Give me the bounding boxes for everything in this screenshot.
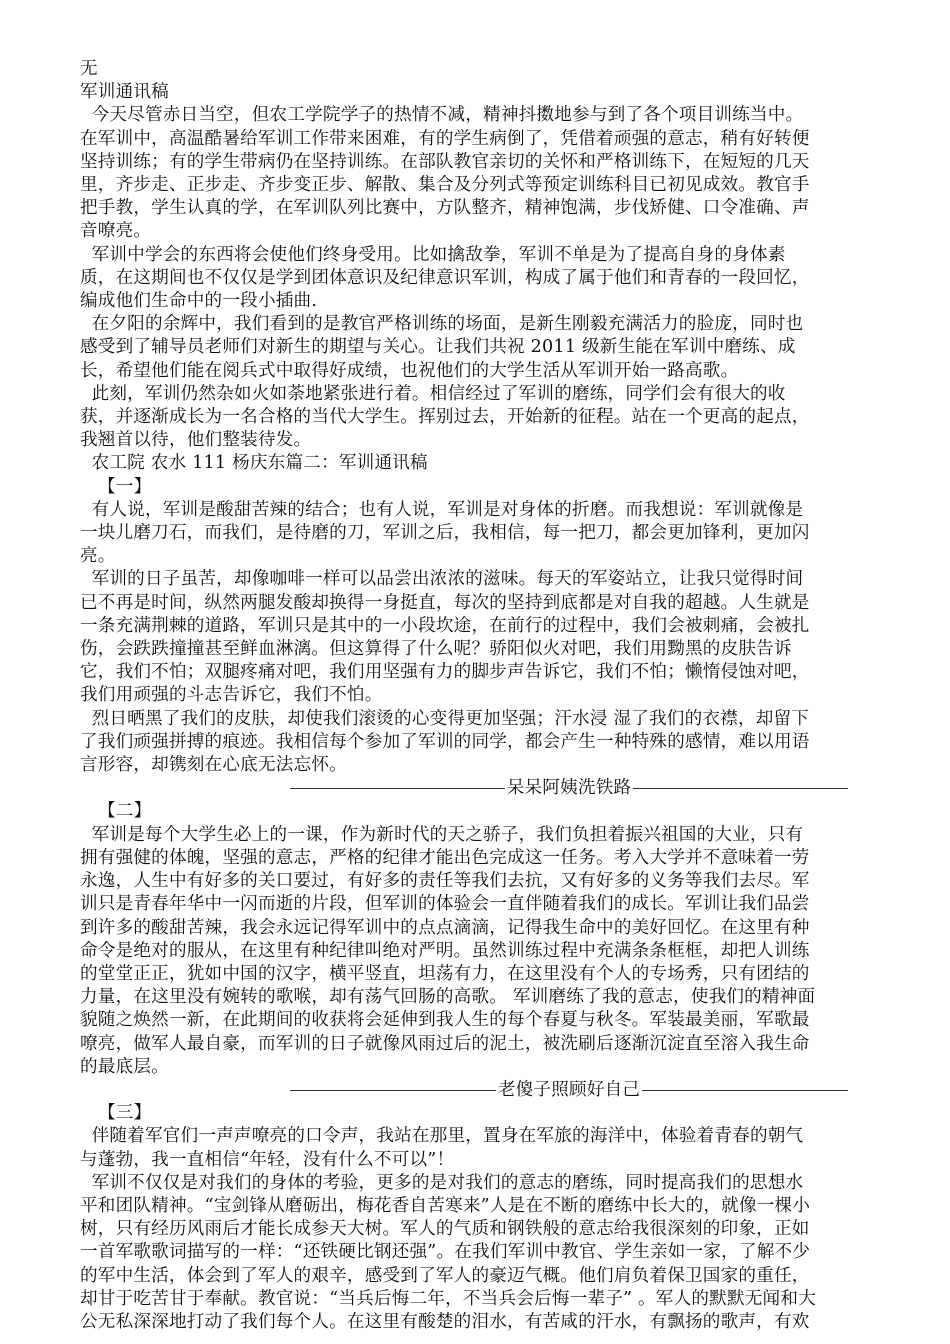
text-line: 把手教，学生认真的学，在军训队列比赛中，方队整齐，精神饱满，步伐矫健、口令准确、声 [80, 198, 810, 219]
text-line: 到许多的酸甜苦辣，我会永远记得军训中的点点滴滴，记得我生命中的美好回忆。在这里有种 [80, 917, 810, 938]
text-line: 在军训中，高温酷暑给军训工作带来困难，有的学生病倒了，凭借着顽强的意志，稍有好转便 [80, 128, 810, 149]
separator-two-text: 老傻子照顾好自己 [497, 1079, 641, 1100]
text-line: 农工院 农水 111 杨庆东篇二：军训通讯稿 [80, 453, 428, 474]
text-line: 伤，会跌跌撞撞甚至鲜血淋漓。但这算得了什么呢？骄阳似火对吧，我们用黝黑的皮肤告诉 [80, 639, 792, 660]
separator-rule-left [290, 788, 505, 789]
section-two-text [80, 824, 870, 1079]
document-title: 军训通讯稿 [80, 82, 169, 103]
text-line: 训只是青春年华中一闪而逝的片段，但军训的体验会一直伴随着我们的成长。军训让我们品尝 [80, 894, 810, 915]
text-line: 军训的日子虽苦，却像咖啡一样可以品尝出浓浓的滋味。每天的军姿站立，让我只觉得时间 [80, 569, 804, 590]
separator-two [80, 1079, 870, 1102]
text-line: 的堂堂正正，犹如中国的汉字，横平竖直，坦荡有力，在这里没有个人的专场秀，只有团结的 [80, 963, 810, 984]
text-line: 军训不仅仅是对我们的身体的考验，更多的是对我们的意志的磨练，同时提高我们的思想水 [80, 1172, 804, 1193]
text-line: 一块儿磨刀石，而我们，是待磨的刀，军训之后，我相信，每一把刀，都会更加锋利，更加闪 [80, 523, 810, 544]
text-line: 此刻，军训仍然杂如火如荼地紧张进行着。相信经过了军训的磨练，同学们会有很大的收 [80, 383, 786, 404]
separator-rule-left [290, 1090, 496, 1091]
text-line: 力量，在这里没有婉转的歌喉，却有荡气回肠的高歌。 军训磨练了我的意志，使我们的精神面 [80, 987, 816, 1008]
text-line: 坚持训练；有的学生带病仍在坚持训练。在部队教官亲切的关怀和严格训练下，在短短的几天 [80, 151, 810, 172]
text-line: 拥有强健的体魄，坚强的意志，严格的纪律才能出色完成这一任务。考入大学并不意味着一劳 [80, 847, 810, 868]
text-line: 貌随之焕然一新，在此期间的收获将会延伸到我人生的每个春夏与秋冬。军装最美丽，军歌最 [80, 1010, 810, 1031]
text-line: 长，希望他们能在阅兵式中取得好成绩，也祝他们的大学生活从军训开始一路高歌。 [80, 360, 739, 381]
text-line: 一条充满荆棘的道路，军训只是其中的一小段坎途，在前行的过程中，我们会被刺痛，会被扎 [80, 615, 810, 636]
text-line: 有人说，军训是酸甜苦辣的结合；也有人说，军训是对身体的折磨。而我想说：军训就像是 [80, 499, 804, 520]
top-word: 无 [80, 59, 98, 79]
section-three-label: 【三】 [98, 1103, 152, 1124]
text-line: 的最底层。 [80, 1056, 169, 1077]
text-line: 已不再是时间，纵然两腿发酸却换得一身挺直，每次的坚持到底都是对自我的超越。人生就是 [80, 592, 810, 613]
text-line: 亮。 [80, 546, 116, 567]
text-line: 了我们顽强拼搏的痕迹。我相信每个参加了军训的同学，都会产生一种特殊的感情，难以用语 [80, 731, 810, 752]
text-line: 军训是每个大学生必上的一课，作为新时代的天之骄子，我们负担着振兴祖国的大业，只有 [80, 824, 804, 845]
text-line: 感受到了辅导员老师们对新生的期望与关心。让我们共祝 2011 级新生能在军训中磨练、成 [80, 337, 796, 358]
text-line: 质，在这期间也不仅仅是学到团体意识及纪律意识军训，构成了属于他们和青春的一段回忆， [80, 267, 810, 288]
section-two-label: 【二】 [98, 801, 152, 822]
document-page [80, 58, 870, 1334]
separator-one [80, 777, 870, 800]
text-line: 今天尽管赤日当空，但农工学院学子的热情不减，精神抖擞地参与到了各个项目训练当中。 [80, 105, 804, 126]
text-line: 一首军歌歌词描写的一样：“还铁硬比钢还强”。在我们军训中教官、学生亲如一家，了解不少 [80, 1242, 811, 1263]
text-line: 在夕阳的余辉中，我们看到的是教官严格训练的场面，是新生刚毅充满活力的脸庞，同时也 [80, 314, 804, 335]
section-one-label: 【一】 [98, 476, 152, 497]
text-line: 我翘首以待，他们整装待发。 [80, 430, 312, 451]
text-line: 的军中生活，体会到了军人的艰辛，感受到了军人的豪迈气概。他们肩负着保卫国家的重任， [80, 1265, 810, 1286]
separator-rule-right [642, 1090, 848, 1091]
text-line: 树，只有经历风雨后才能长成参天大树。军人的气质和钢铁般的意志给我很深刻的印象，正如 [80, 1219, 810, 1240]
text-line: 它，我们不怕；双腿疼痛对吧，我们用坚强有力的脚步声告诉它，我们不怕；懒惰侵蚀对吧， [80, 662, 810, 683]
intro-paragraphs [80, 104, 870, 475]
text-line: 命令是绝对的服从，在这里有种纪律叫绝对严明。虽然训练过程中充满条条框框，却把人训练 [80, 940, 810, 961]
section-one-text [80, 499, 870, 777]
separator-one-text: 呆呆阿姨洗铁路 [506, 778, 632, 799]
text-line: 平和团队精神。“宝剑锋从磨砺出，梅花香自苦寒来”人是在不断的磨练中长大的，就像一棵小 [80, 1195, 811, 1216]
section-three-text [80, 1125, 870, 1334]
text-line: 嘹亮，做军人最自豪，而军训的日子就像风雨过后的泥土，被洗刷后逐渐沉淀直至溶入我生命 [80, 1033, 810, 1054]
text-line: 烈日晒黑了我们的皮肤，却使我们滚烫的心变得更加坚强；汗水浸 湿了我们的衣襟，却留下 [80, 708, 810, 729]
text-line: 音嘹亮。 [80, 221, 152, 242]
text-line: 里，齐步走、正步走、齐步变正步、解散、集合及分列式等预定训练科目已初见成效。教官手 [80, 175, 810, 196]
text-line: 与蓬勃，我一直相信“年轻，没有什么不可以”！ [80, 1149, 455, 1170]
text-line: 军训中学会的东西将会使他们终身受用。比如擒敌拳，军训不单是为了提高自身的身体素 [80, 244, 786, 265]
text-line: 伴随着军官们一声声嘹亮的口令声，我站在那里，置身在军旅的海洋中，体验着青春的朝气 [80, 1126, 804, 1147]
text-line: 编成他们生命中的一段小插曲. [80, 291, 318, 312]
separator-rule-right [633, 788, 848, 789]
text-line: 我们用顽强的斗志告诉它，我们不怕。 [80, 685, 383, 706]
text-line: 获，并逐渐成长为一名合格的当代大学生。挥别过去，开始新的征程。站在一个更高的起点， [80, 407, 810, 428]
text-line: 却甘于吃苦甘于奉献。教官说：“当兵后悔二年，不当兵会后悔一辈子” 。军人的默默无闻和大 [80, 1288, 816, 1309]
text-line: 公无私深深地打动了我们每个人。在这里有酸楚的泪水，有苦咸的汗水，有飘扬的歌声，有欢 [80, 1311, 810, 1332]
text-line: 言形容，却镌刻在心底无法忘怀。 [80, 755, 347, 776]
text-line: 永逸，人生中有好多的关口要过，有好多的责任等我们去抗，又有好多的义务等我们去尽。军 [80, 871, 810, 892]
